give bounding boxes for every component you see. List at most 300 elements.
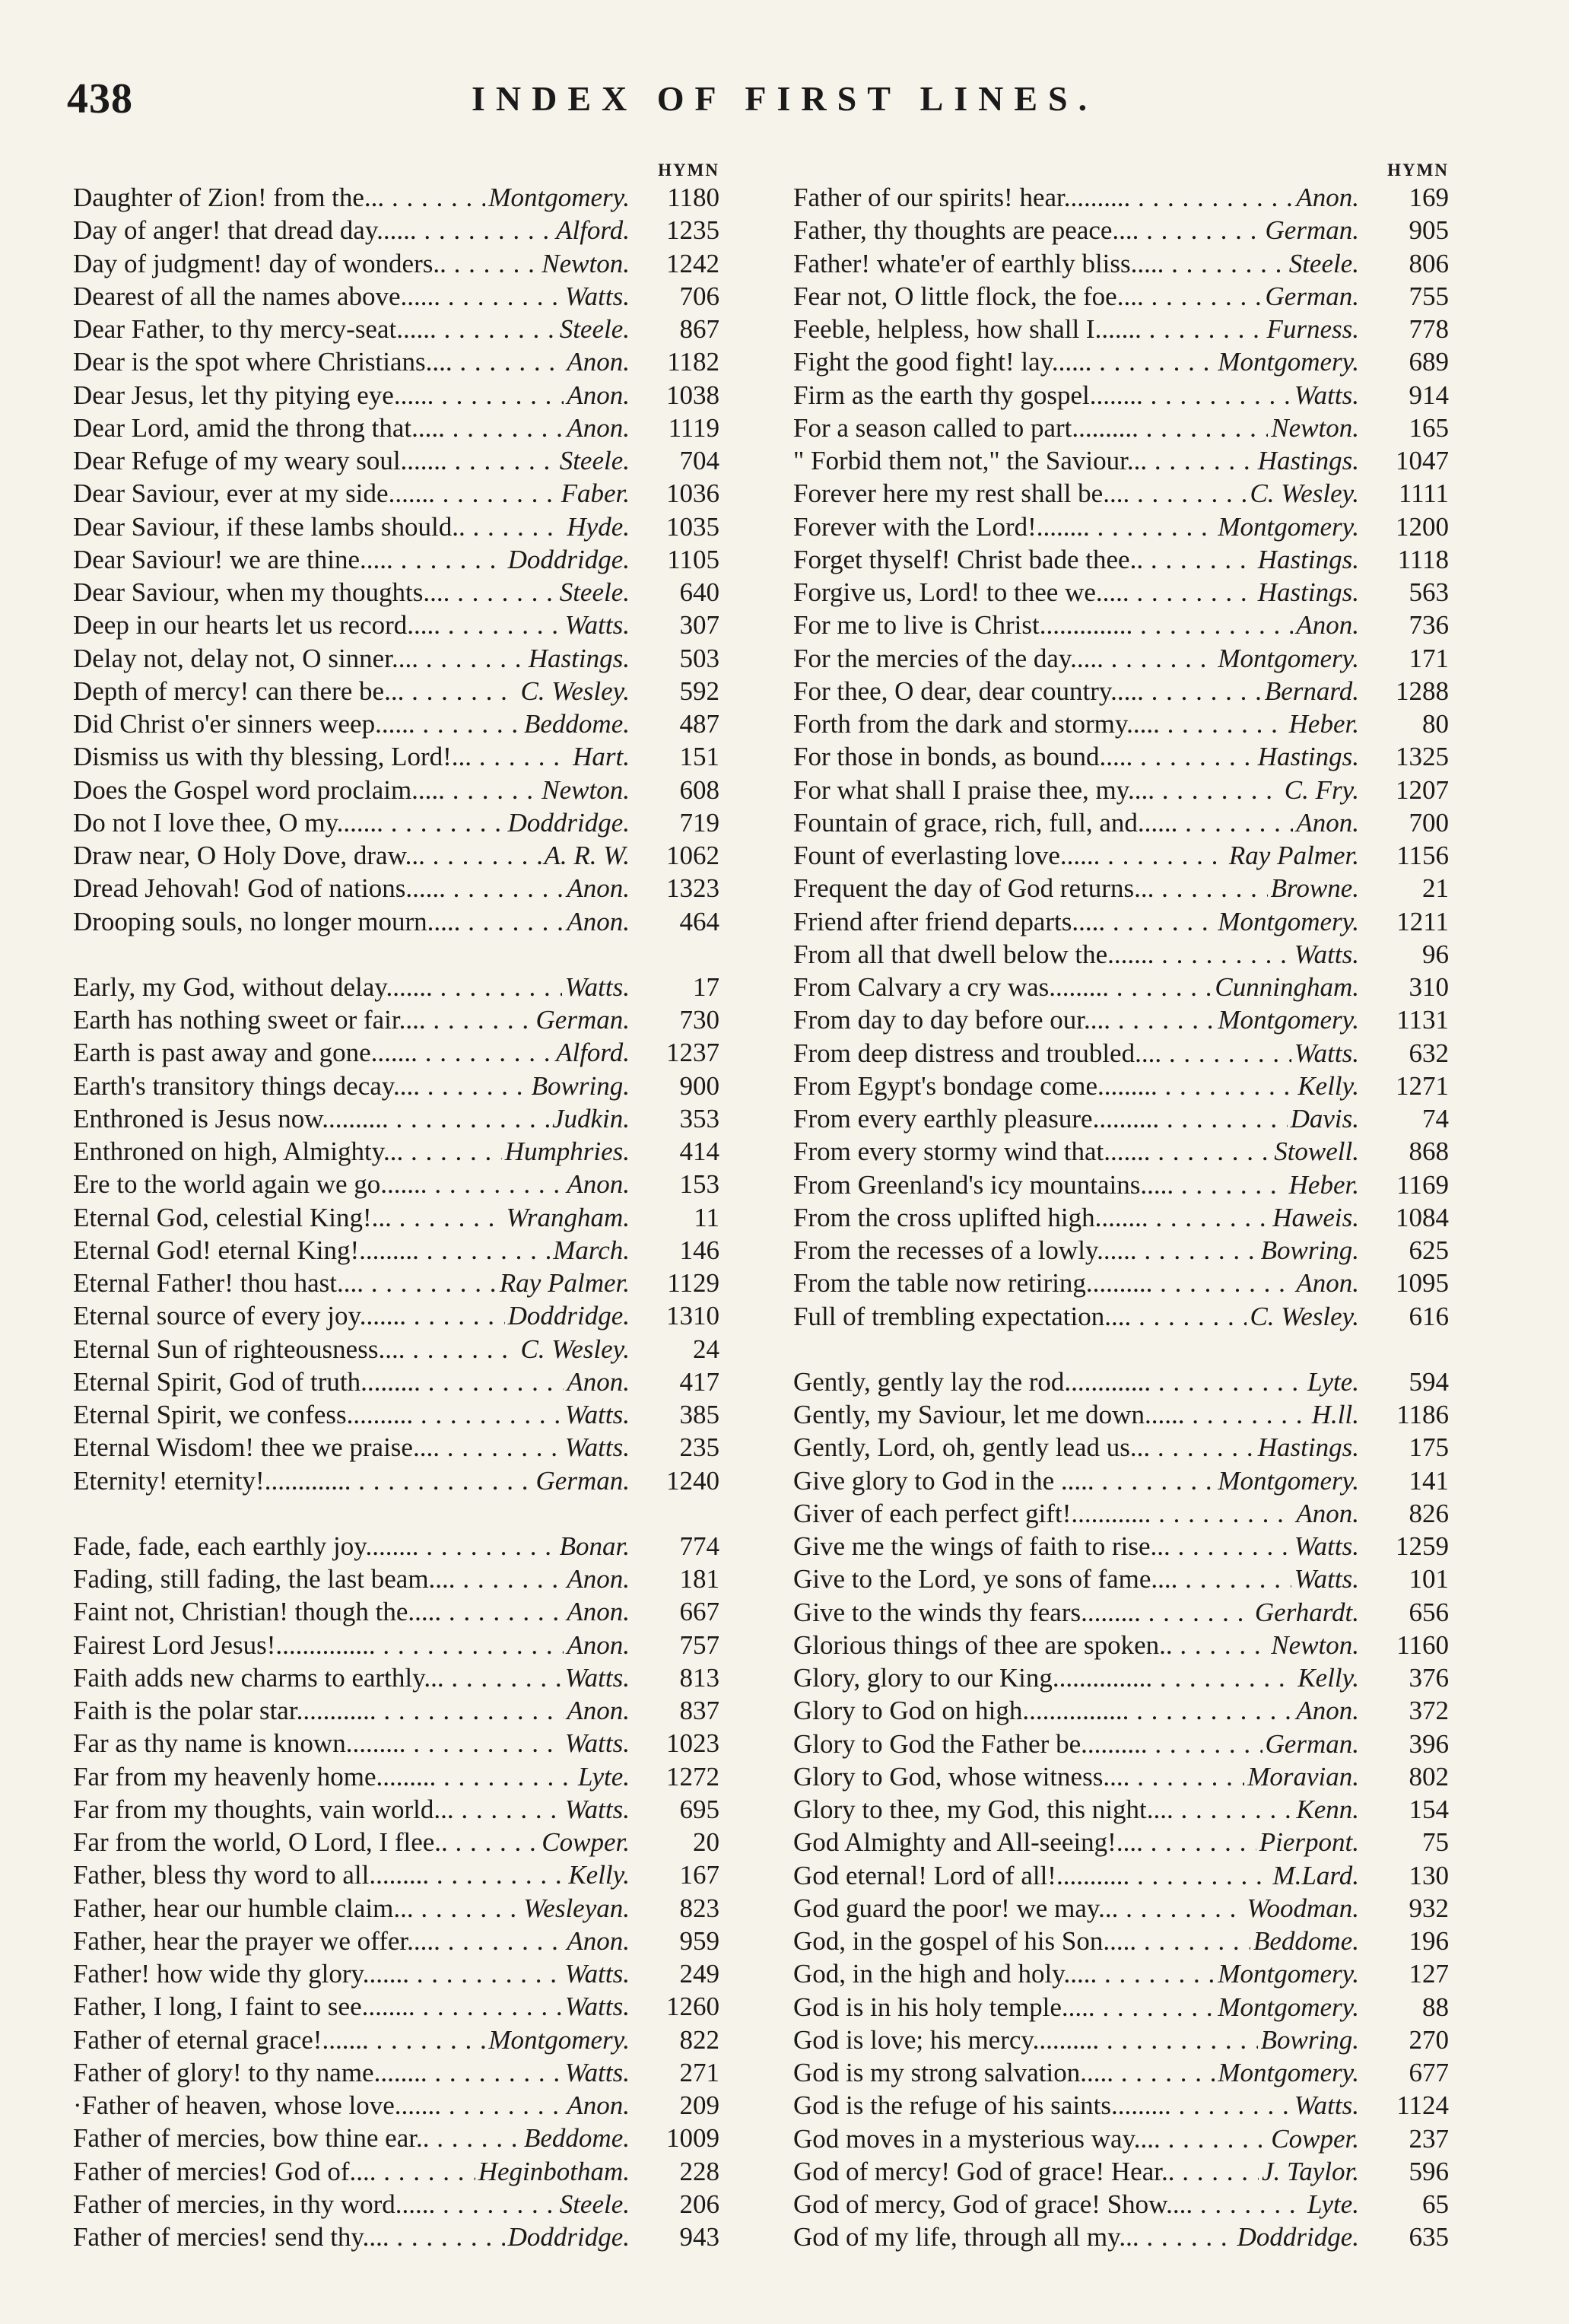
index-entry [73,1793,719,1826]
index-entry [73,2089,719,2122]
index-entry [793,510,1449,543]
index-entry [793,1826,1449,1858]
first-line: From the cross uplifted high........ . . . [793,1201,1269,1234]
author: Stowell. [1271,1135,1359,1168]
hymn-number: 959 [679,1925,719,1956]
first-line: Forever with the Lord!........ . . . [793,510,1215,543]
first-line: Faint not, Christian! though the..... . . . [73,1595,564,1628]
first-line: Dear Saviour, if these lambs should.. . . . [73,510,564,543]
first-line: God guard the poor! we may... . . . [793,1892,1244,1925]
first-line: Forth from the dark and stormy..... . . . [793,707,1286,740]
index-entry [793,477,1449,510]
index-entry [73,707,719,740]
hymn-number: 1095 [1396,1268,1449,1299]
index-entry [73,1661,719,1694]
index-entry [73,576,719,609]
index-entry [73,214,719,246]
author: Faber. [558,477,630,510]
index-entry [793,1859,1449,1892]
first-line: God of my life, through all my... . . . [793,2221,1234,2253]
index-entry [793,1431,1449,1464]
first-line: God moves in a mysterious way.... . . . [793,2122,1268,2155]
hymn-number: 417 [679,1366,719,1397]
author: Anon. [564,1629,630,1661]
first-line: From deep distress and troubled.... . . . [793,1037,1291,1070]
first-line: Eternal Spirit, God of truth......... . . . [73,1365,564,1398]
index-entry [73,1036,719,1069]
author: Woodman. [1244,1892,1359,1925]
first-line: Glory to God on high................ . . . [793,1694,1293,1727]
first-line: Gently, Lord, oh, gently lead us... . . . [793,1431,1255,1464]
author: Kelly. [1294,1070,1359,1102]
index-entry [793,971,1449,1003]
index-entry [73,412,719,444]
author: Bonar. [557,1530,630,1563]
first-line: Glorious things of thee are spoken.. . . . [793,1629,1268,1661]
author: Anon. [564,1694,630,1727]
index-entry [793,1070,1449,1102]
hymn-number: 167 [679,1860,719,1890]
index-entries [73,181,719,2253]
hymn-number: 235 [679,1432,719,1463]
index-entry [73,379,719,412]
index-entry [793,2089,1449,2122]
hymn-number: 1323 [666,873,719,904]
hymn-number: 17 [693,971,719,1002]
index-entry [73,543,719,576]
index-entry [73,477,719,510]
author: Wrangham. [503,1201,630,1234]
author: Alford. [553,214,630,246]
author: Doddridge. [505,1299,630,1332]
first-line: For thee, O dear, dear country..... . . . [793,675,1262,707]
hymn-number: 1111 [1398,478,1449,509]
hymn-number: 1119 [668,412,719,443]
first-line: God, in the high and holy..... . . . [793,1957,1215,1990]
hymn-number: 1242 [666,248,719,278]
index-entry [793,609,1449,641]
hymn-number: 1169 [1396,1169,1449,1200]
hymn-number: 385 [679,1400,719,1429]
author: Cunningham. [1212,971,1359,1003]
first-line: Father! how wide thy glory....... . . . [73,1957,562,1990]
hymn-number: 1272 [666,1761,719,1791]
author: Humphries. [502,1135,630,1168]
hymn-number: 563 [1409,577,1449,607]
hymn-number: 1310 [666,1301,719,1331]
hymn-number: 11 [694,1202,719,1232]
author: Alford. [553,1036,630,1069]
first-line: Far from the world, O Lord, I flee.. . . . [73,1826,538,1858]
first-line: Do not I love thee, O my....... . . . [73,806,505,839]
index-entry [73,280,719,313]
first-line: From Calvary a cry was......... . . . [793,971,1212,1003]
first-line: Forgive us, Lord! to thee we..... . . . [793,576,1255,609]
first-line: Father, hear the prayer we offer..... . . . [73,1925,564,1957]
hymn-number: 1118 [1397,544,1449,574]
hymn-number: 74 [1422,1104,1449,1133]
index-entry [793,2188,1449,2221]
first-line: God of mercy, God of grace! Show.... . . . [793,2188,1304,2221]
first-line: Father, hear our humble claim... . . . [73,1892,520,1925]
author: Steele. [1286,247,1359,280]
first-line: Day of judgment! day of wonders.. . . . [73,247,538,280]
author: Davis. [1288,1102,1359,1135]
author: Heginbotham. [475,2155,630,2188]
author: Anon. [564,412,630,444]
first-line: Give glory to God in the ..... . . . [793,1464,1215,1497]
hymn-number: 228 [679,2156,719,2186]
hymn-number: 914 [1409,380,1449,410]
author: Heber. [1286,707,1359,740]
author: Kelly. [565,1858,630,1891]
first-line: For the mercies of the day..... . . . [793,642,1215,675]
index-entry [73,1168,719,1200]
hymn-number: 151 [679,742,719,772]
first-line: Father, bless thy word to all......... . . . [73,1858,565,1891]
first-line: Gently, my Saviour, let me down...... . . . [793,1398,1309,1431]
author: Steele. [557,576,630,609]
index-entry [793,1892,1449,1925]
first-line: Glory to God, whose witness.... . . . [793,1760,1244,1793]
hymn-number: 271 [679,2057,719,2087]
index-entry [73,2056,719,2089]
hymn-number: 1036 [666,478,719,509]
index-entry [73,1629,719,1661]
index-entry [73,1694,719,1727]
author: Ray Palmer. [1226,839,1359,872]
index-entry [793,1530,1449,1563]
first-line: For what shall I praise thee, my.... . . . [793,774,1282,806]
author: Hart. [570,740,630,773]
first-line: God is in his holy temple..... . . . [793,1991,1215,2024]
hymn-number: 80 [1422,709,1449,739]
author: Doddridge. [505,2221,630,2253]
author: Montgomery. [1215,905,1359,938]
first-line: Enthroned on high, Almighty... . . . [73,1135,502,1168]
index-entry [73,675,719,707]
author: Watts. [562,1957,630,1990]
first-line: For a season called to part.......... . . . [793,412,1268,444]
first-line: " Forbid them not," the Saviour... . . . [793,444,1255,477]
author: Beddome. [521,2122,630,2154]
index-entry [793,181,1449,214]
first-line: Forever here my rest shall be.... . . . [793,477,1247,510]
author: Anon. [1293,806,1359,839]
hymn-number: 667 [679,1597,719,1627]
author: Bowring. [1258,2024,1359,2056]
author: Furness. [1263,313,1359,345]
hymn-number: 1237 [666,1038,719,1068]
index-entries [793,181,1449,2254]
hymn-number: 1186 [1396,1400,1449,1429]
author: Anon. [1293,181,1359,214]
index-entry [793,1003,1449,1036]
author: Steele. [557,313,630,345]
index-entry [793,1991,1449,2024]
author: Anon. [564,905,630,938]
index-entry [73,1135,719,1168]
author: German. [533,1464,630,1497]
index-entry [793,1925,1449,1957]
hymn-number: 1129 [667,1268,719,1298]
first-line: God Almighty and All-seeing!.... . . . [793,1826,1256,1858]
author: Watts. [562,1398,630,1431]
first-line: Deep in our hearts let us record..... . . . [73,609,562,641]
index-entry [73,2221,719,2253]
first-line: Father of mercies! send thy.... . . . [73,2221,505,2253]
first-line: Far from my heavenly home......... . . . [73,1760,575,1793]
hymn-number: 1124 [1396,2090,1449,2121]
hymn-number: 826 [1409,1498,1449,1528]
author: Cowper. [1268,2122,1359,2155]
index-entry [793,247,1449,280]
hymn-number: 396 [1409,1728,1449,1759]
index-entry [793,1037,1449,1070]
author: Newton. [538,247,630,280]
author: Watts. [1291,1530,1359,1563]
index-entry [73,1925,719,1957]
index-entry [73,247,719,280]
author: J. Taylor. [1259,2155,1359,2188]
first-line: God eternal! Lord of all!........... . . . [793,1859,1270,1892]
first-line: Firm as the earth thy gospel........ . . . [793,379,1291,412]
index-entry [73,1892,719,1925]
index-entry [793,1135,1449,1168]
hymn-number: 592 [679,676,719,706]
first-line: Draw near, O Holy Dove, draw... . . . [73,839,542,872]
index-entry [793,280,1449,313]
author: Lyte. [1304,2188,1359,2221]
hymn-number: 1131 [1396,1005,1449,1035]
first-line: Earth's transitory things decay.... . . . [73,1070,529,1102]
hymn-number: 689 [1409,347,1449,377]
first-line: Dear Saviour! we are thine..... . . . [73,543,505,576]
hymn-number: 802 [1409,1761,1449,1791]
index-entry [73,1102,719,1135]
first-line: Father of mercies, in thy word...... . . . [73,2188,557,2221]
hymn-number: 209 [679,2090,719,2120]
hymn-number: 677 [1409,2058,1449,2087]
hymn-number: 141 [1409,1465,1449,1496]
author: Montgomery. [1215,345,1359,378]
hymn-number: 608 [679,774,719,805]
first-line: Delay not, delay not, O sinner.... . . . [73,642,526,675]
author: Montgomery. [485,181,630,214]
hymn-number: 719 [679,807,719,838]
first-line: Fairest Lord Jesus!............... . . . [73,1629,564,1661]
hymn-number: 24 [693,1334,719,1364]
index-entry [793,2122,1449,2155]
author: Montgomery. [1215,1957,1359,1990]
index-entry [73,1333,719,1365]
first-line: From every stormy wind that....... . . . [793,1135,1271,1168]
hymn-number: 1009 [666,2123,719,2154]
index-entry [793,938,1449,971]
index-entry [793,1563,1449,1595]
hymn-number: 1023 [666,1728,719,1759]
hymn-number: 1062 [666,841,719,870]
author: Hastings. [1255,1431,1359,1464]
first-line: Full of trembling expectation.... . . . [793,1300,1247,1333]
first-line: Father, I long, I faint to see........ . . . [73,1990,562,2023]
hymn-number: 1207 [1396,774,1449,805]
first-line: Forget thyself! Christ bade thee.. . . . [793,543,1255,576]
hymn-number: 632 [1409,1038,1449,1068]
first-line: Fountain of grace, rich, full, and...... . . . [793,806,1293,839]
author: Anon. [1293,1497,1359,1530]
author: German. [1263,280,1359,313]
hymn-number: 774 [679,1531,719,1561]
first-line: Faith is the polar star............ . . . [73,1694,564,1727]
index-entry [73,774,719,806]
author: Hastings. [1255,543,1359,576]
author: Watts. [562,1990,630,2023]
index-entry [793,1398,1449,1431]
author: Watts. [1291,938,1359,971]
author: A. R. W. [542,839,630,872]
index-entry [793,1168,1449,1201]
author: Lyte. [1304,1365,1359,1398]
first-line: Dread Jehovah! God of nations...... . . . [73,872,564,904]
author: Anon. [564,2089,630,2122]
index-entry [73,806,719,839]
left-index-column [73,160,719,2253]
index-entry [73,1760,719,1793]
hymn-number: 704 [679,446,719,475]
author: Ray Palmer. [497,1267,630,1299]
hymn-number: 1038 [666,380,719,410]
first-line: Early, my God, without delay....... . . . [73,971,562,1003]
author: Anon. [1293,609,1359,641]
hymn-number: 414 [679,1137,719,1166]
hymn-number: 1180 [667,183,719,212]
index-entry [793,412,1449,444]
author: Steele. [557,2188,630,2221]
author: Hyde. [564,510,630,543]
author: Newton. [1268,1629,1359,1661]
hymn-number: 1084 [1396,1202,1449,1232]
hymn-number: 905 [1409,215,1449,246]
first-line: From day to day before our.... . . . [793,1003,1215,1036]
index-entry [793,1497,1449,1530]
author: Haweis. [1269,1201,1359,1234]
index-entry [73,181,719,214]
index-entry [793,642,1449,675]
first-line: Father, thy thoughts are peace.... . . . [793,214,1263,246]
author: Watts. [562,2056,630,2089]
first-line: Dear Lord, amid the throng that..... . . . [73,412,564,444]
index-entry [793,2221,1449,2253]
author: Kenn. [1293,1793,1359,1826]
hymn-number: 700 [1409,807,1449,838]
first-line: Giver of each perfect gift!............ . . . [793,1497,1293,1530]
hymn-number: 706 [679,281,719,311]
first-line: God is love; his mercy.......... . . . [793,2024,1258,2056]
hymn-number: 175 [1409,1432,1449,1463]
hymn-number: 868 [1409,1137,1449,1167]
author: Wesleyan. [520,1892,630,1925]
hymn-number: 165 [1409,412,1449,443]
author: Anon. [564,872,630,904]
author: Bowring. [529,1070,630,1102]
index-entry [73,1990,719,2023]
first-line: For me to live is Christ.............. . . . [793,609,1293,641]
first-line: From the recesses of a lowly...... . . . [793,1234,1258,1267]
first-line: Did Christ o'er sinners weep...... . . . [73,707,521,740]
index-entry [793,345,1449,378]
index-entry [793,872,1449,904]
hymn-number: 837 [679,1696,719,1725]
index-entry [73,1826,719,1858]
right-index-column [793,160,1449,2254]
hymn-number: 1240 [666,1465,719,1496]
author: Watts. [562,1431,630,1464]
hymn-number: 270 [1409,2024,1449,2055]
hymn-number: 823 [679,1893,719,1923]
hymn-number: 153 [679,1169,719,1200]
first-line: Eternal Father! thou hast.... . . . [73,1267,497,1299]
hymn-number: 171 [1409,643,1449,673]
hymn-number: 65 [1422,2189,1449,2219]
hymn-number: 307 [679,610,719,641]
hymn-number: 616 [1409,1301,1449,1331]
first-line: Give to the winds thy fears......... . . . [793,1596,1252,1629]
index-entry [793,1793,1449,1826]
index-entry [73,1530,719,1563]
hymn-number: 1035 [666,511,719,542]
author: Hastings. [1255,740,1359,773]
index-entry [793,1102,1449,1135]
first-line: God, in the gospel of his Son..... . . . [793,1925,1250,1957]
author: Montgomery. [1215,510,1359,543]
hymn-number: 169 [1409,183,1449,212]
author: Anon. [564,1563,630,1595]
author: Browne. [1268,872,1359,904]
first-line: Daughter of Zion! from the... . . . [73,181,485,214]
first-line: Day of anger! that dread day...... . . . [73,214,553,246]
hymn-number: 867 [679,314,719,344]
hymn-number: 1105 [667,544,719,574]
index-entry [73,1299,719,1332]
index-entry [73,740,719,773]
author: Montgomery. [1215,1991,1359,2024]
index-entry [793,1728,1449,1760]
index-entry [73,313,719,345]
first-line: Eternal Sun of righteousness.... . . . [73,1333,517,1365]
author: Bernard. [1262,675,1359,707]
index-entry [793,444,1449,477]
first-line: God is the refuge of his saints......... . . . [793,2089,1291,2122]
author: Watts. [562,971,630,1003]
hymn-number: 1160 [1396,1629,1449,1660]
index-entry [793,214,1449,246]
index-entry [793,1365,1449,1398]
first-line: Eternity! eternity!............. . . . [73,1464,533,1497]
index-entry [793,1300,1449,1333]
first-line: From Egypt's bondage come......... . . . [793,1070,1294,1102]
author: Montgomery. [485,2024,630,2056]
first-line: Fading, still fading, the last beam.... . . . [73,1563,564,1595]
first-line: Father of eternal grace!....... . . . [73,2024,485,2056]
author: Montgomery. [1215,2056,1359,2089]
first-line: Father of mercies, bow thine ear.. . . . [73,2122,521,2154]
index-entry [793,576,1449,609]
index-entry [73,1563,719,1595]
index-entry [73,1070,719,1102]
author: Doddridge. [1234,2221,1359,2253]
first-line: Dear Refuge of my weary soul....... . . . [73,444,557,477]
